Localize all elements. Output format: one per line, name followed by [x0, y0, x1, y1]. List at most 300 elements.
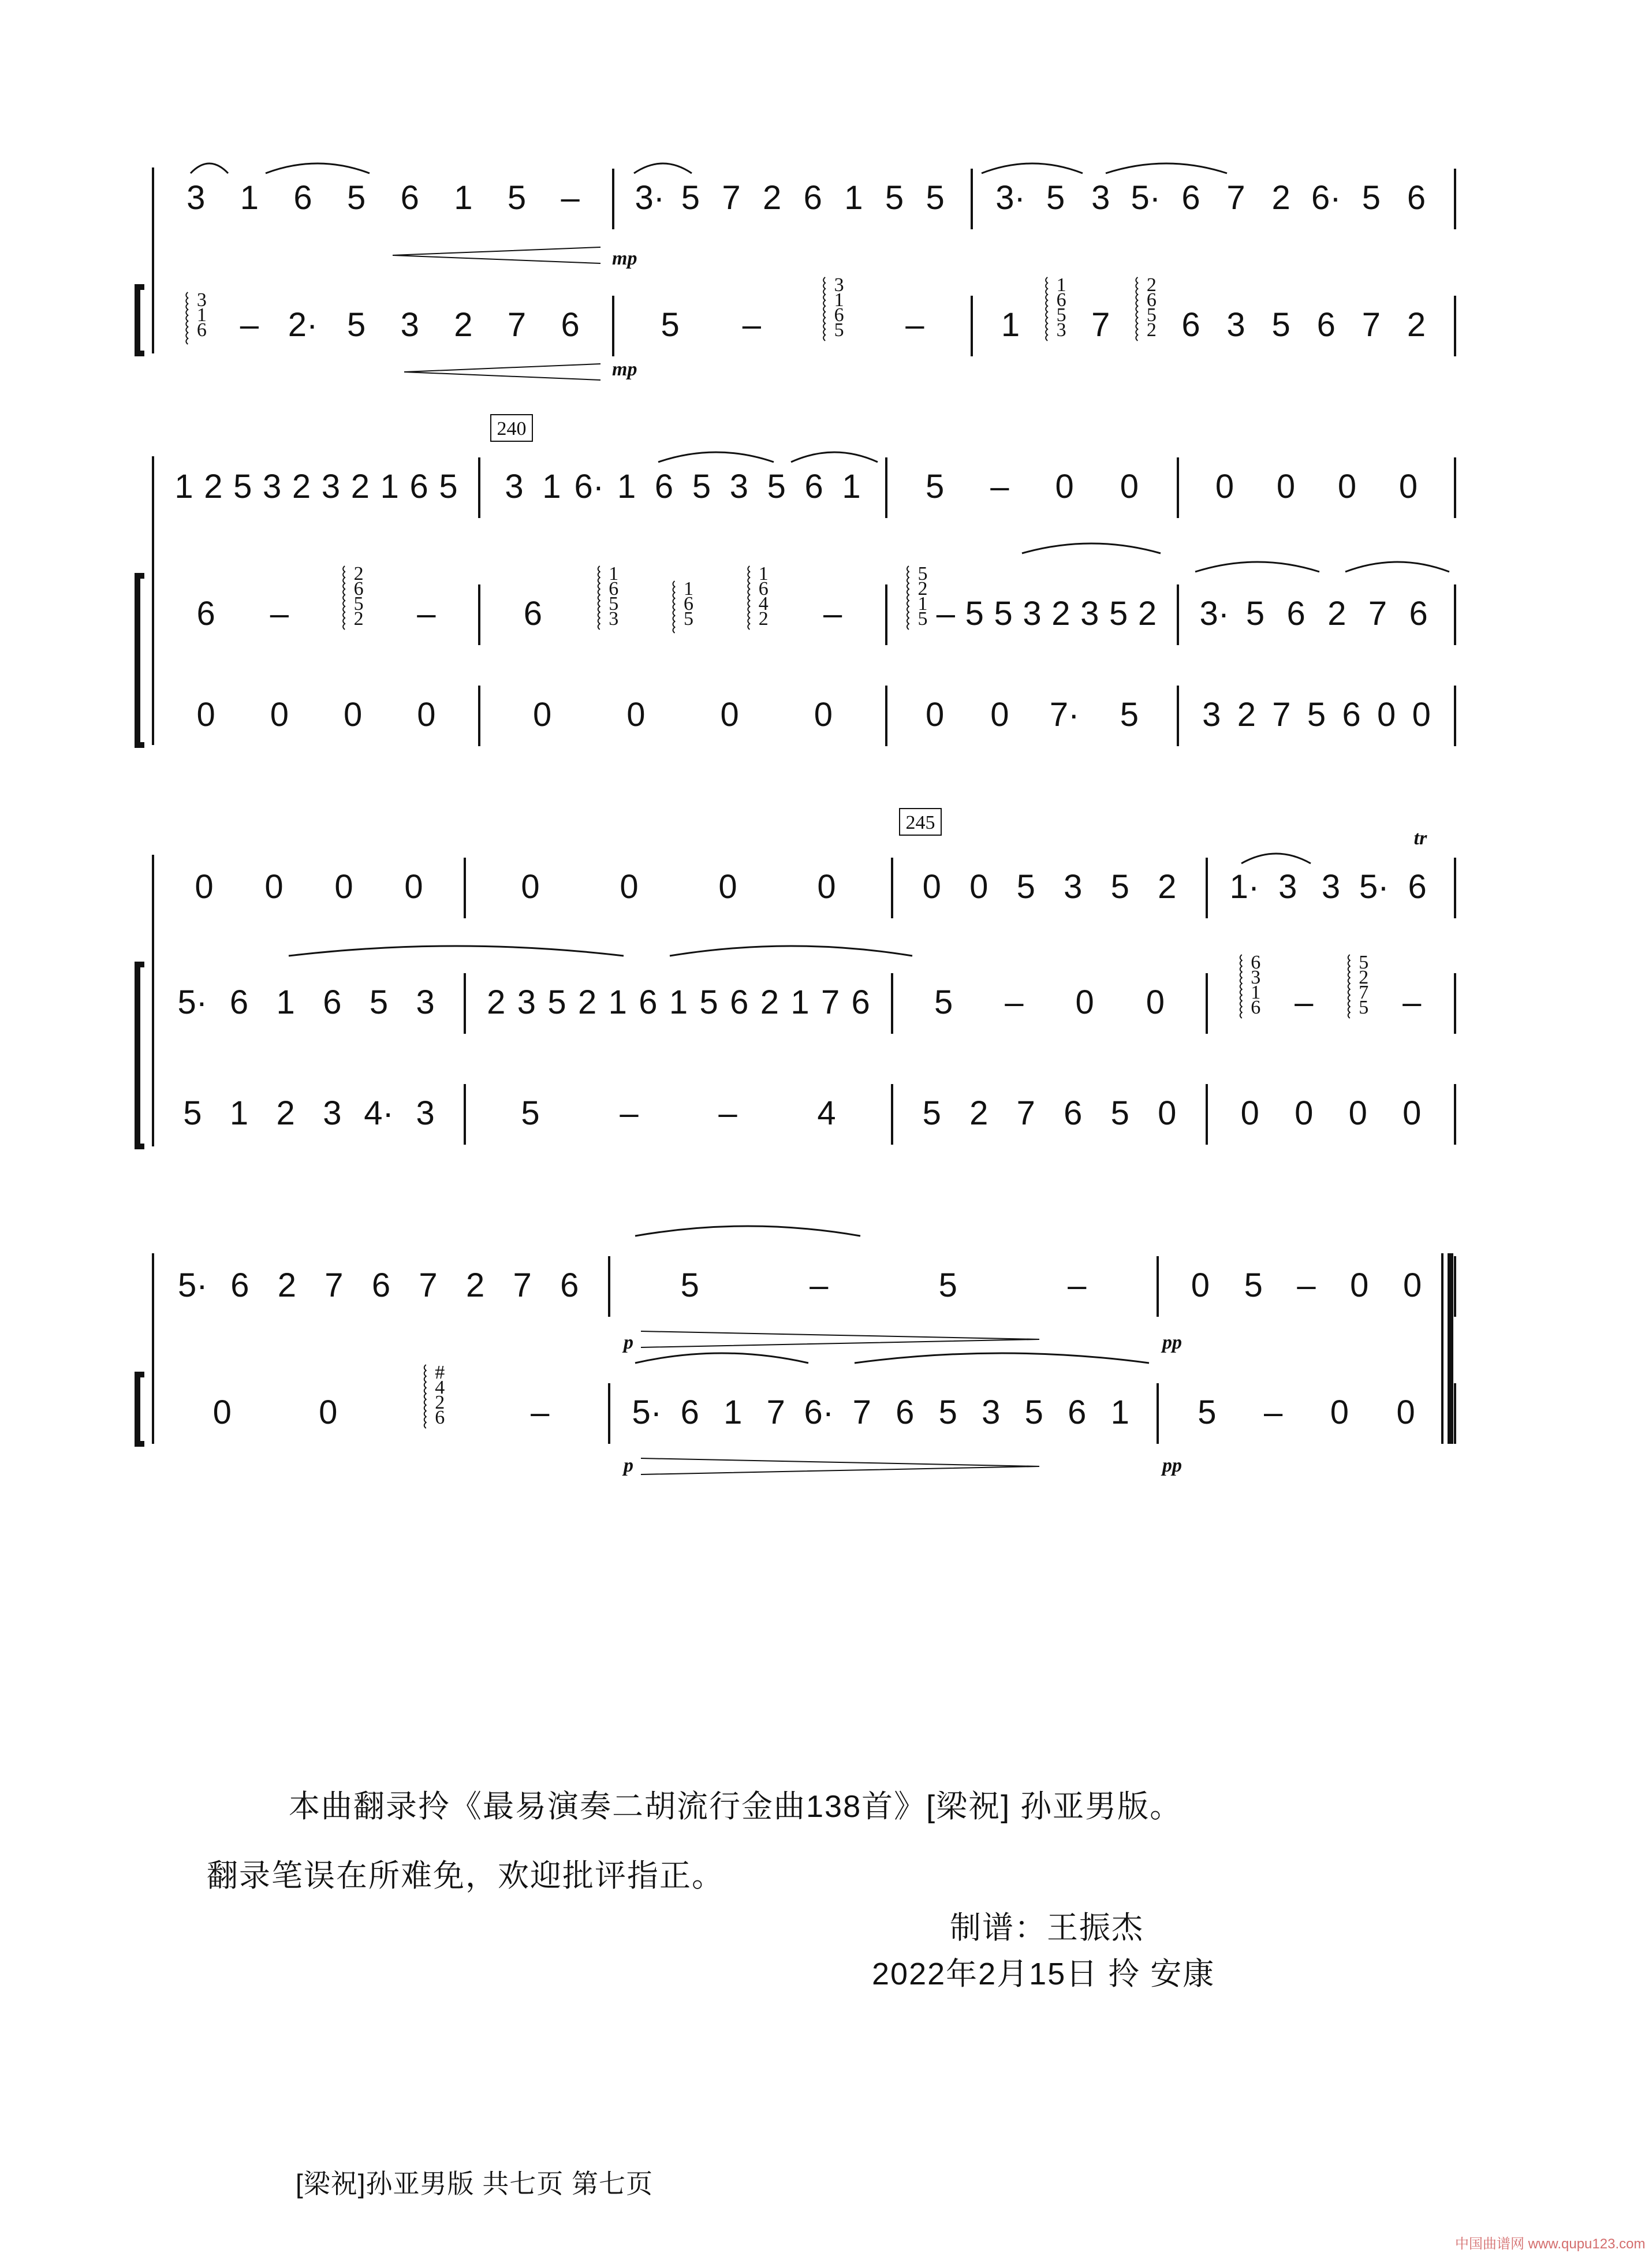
note: 0 [196, 696, 215, 733]
slur [982, 163, 1083, 173]
note: 0 [1276, 468, 1296, 505]
note: – [718, 1094, 737, 1132]
note: 0 [319, 1394, 338, 1431]
note: 5 [934, 984, 953, 1021]
note: 0 [1295, 1094, 1314, 1132]
note: 1 [174, 468, 193, 505]
note: 5 [681, 179, 700, 217]
slur [1022, 543, 1161, 553]
note: 6 [561, 306, 580, 344]
source-note-line-1: 本曲翻录拎《最易演奏二胡流行金曲138首》[梁祝] 孙亚男版。 [289, 1789, 1183, 1824]
note: 3 [1278, 868, 1297, 906]
note: 5 [347, 179, 366, 217]
note: 5 [507, 179, 527, 217]
note: 0 [264, 868, 284, 906]
note: 6 [229, 984, 249, 1021]
note: 7 [766, 1394, 785, 1431]
note: 5 [1110, 868, 1129, 906]
note: 6 [560, 1267, 579, 1304]
note: 5 [183, 1094, 202, 1132]
chord-note: 6 [196, 319, 207, 341]
chord-note: 1 [917, 593, 928, 615]
note: 2 [465, 1267, 485, 1304]
note: 6 [1342, 696, 1361, 733]
note: – [270, 595, 289, 632]
chord-note: 7 [1359, 982, 1369, 1003]
chord-note: 2 [353, 563, 364, 584]
chord-note: # [435, 1362, 445, 1383]
note: 1 [380, 468, 399, 505]
note: 1 [229, 1094, 249, 1132]
note: 6 [639, 984, 658, 1021]
note: 5 [922, 1094, 941, 1132]
dynamic-mp: mp [612, 248, 637, 269]
note: 2 [1051, 595, 1070, 632]
chord-note: 3 [834, 274, 844, 296]
slur [1345, 562, 1449, 572]
note: 6 [896, 1394, 915, 1431]
note: 2 [760, 984, 779, 1021]
note: 2 [487, 984, 506, 1021]
crescendo-hairpin [404, 364, 600, 380]
note: 5 [233, 468, 252, 505]
slur [855, 1353, 1149, 1363]
chord-note: 2 [917, 578, 928, 599]
note: 2 [454, 306, 473, 344]
note: 7· [1049, 696, 1080, 733]
chord-note: 5 [1359, 952, 1369, 973]
note: 5 [965, 595, 984, 632]
crescendo-hairpin [393, 247, 600, 263]
note: 6· [1311, 179, 1341, 217]
note: 3 [1080, 595, 1099, 632]
slur [634, 163, 692, 173]
note: 6 [1286, 595, 1305, 632]
chord-note: 5 [917, 563, 928, 584]
note: 3 [1091, 179, 1110, 217]
chord-note: 5 [1359, 997, 1369, 1018]
note: 2 [1327, 595, 1346, 632]
chord-note: 1 [196, 304, 207, 326]
note: 5· [632, 1394, 662, 1431]
note: 0 [521, 868, 540, 906]
note: 5 [1271, 306, 1290, 344]
note: 6 [730, 984, 749, 1021]
slur [289, 946, 624, 956]
note: 6 [230, 1267, 249, 1304]
note: 6 [1068, 1394, 1087, 1431]
slur [635, 1226, 860, 1236]
chord-note: 2 [1359, 967, 1369, 988]
chord-note: 6 [1146, 289, 1157, 311]
note: 0 [620, 868, 639, 906]
note: 6 [523, 595, 543, 632]
note: 0 [1191, 1267, 1210, 1304]
note: 6· [574, 468, 605, 505]
slur [791, 452, 878, 462]
diminuendo-hairpin [641, 1458, 1039, 1474]
note: 1 [790, 984, 810, 1021]
note: 6 [323, 984, 342, 1021]
note: 0 [212, 1394, 232, 1431]
note: 5 [1361, 179, 1381, 217]
note: 5 [369, 984, 389, 1021]
slur [1195, 562, 1319, 572]
arpeggio-mark [748, 566, 749, 630]
note: 5 [1120, 696, 1139, 733]
note: 5 [767, 468, 786, 505]
diminuendo-hairpin [641, 1331, 1039, 1347]
chord-note: 1 [834, 289, 844, 311]
note: 2 [1237, 696, 1256, 733]
note: 0 [532, 696, 552, 733]
chord-note: 6 [834, 304, 844, 326]
note: 2 [578, 984, 597, 1021]
note: 5 [1046, 179, 1065, 217]
note: 0 [1215, 468, 1234, 505]
note: 3 [1064, 868, 1083, 906]
note: 5· [1131, 179, 1161, 217]
note: 2 [969, 1094, 989, 1132]
note: 1 [844, 179, 863, 217]
note: 5 [1307, 696, 1326, 733]
chord-note: 4 [435, 1377, 445, 1398]
note: 3· [1199, 595, 1230, 632]
note: 5 [1024, 1394, 1043, 1431]
note: 0 [969, 868, 989, 906]
note: 3 [400, 306, 419, 344]
note: 2· [288, 306, 318, 344]
part-bracket [137, 287, 144, 353]
note: 0 [270, 696, 289, 733]
note: 3 [982, 1394, 1001, 1431]
note: 6 [409, 468, 428, 505]
note: 6 [803, 179, 822, 217]
note: – [905, 306, 924, 344]
note: 0 [1330, 1394, 1349, 1431]
note: 1 [240, 179, 259, 217]
chord-note: 5 [917, 608, 928, 630]
chord-note: 6 [609, 578, 619, 599]
chord-note: 3 [1251, 967, 1261, 988]
note: 5 [1016, 868, 1035, 906]
note: 6· [804, 1394, 834, 1431]
note: 7 [1361, 306, 1381, 344]
chord-note: 5 [1146, 304, 1157, 326]
dynamic-pp: pp [1162, 1332, 1182, 1353]
note: 1· [1229, 868, 1260, 906]
note: 2 [1158, 868, 1177, 906]
note: 7 [820, 984, 840, 1021]
note: 0 [718, 868, 737, 906]
note: 4 [817, 1094, 836, 1132]
chord-note: 6 [1056, 289, 1066, 311]
chord-note: 2 [353, 608, 364, 630]
arpeggio-mark [424, 1365, 426, 1428]
dynamic-p: p [624, 1332, 633, 1353]
note: 5· [1359, 868, 1389, 906]
note: 5 [938, 1267, 957, 1304]
part-bracket [137, 576, 144, 745]
note: 7 [324, 1267, 344, 1304]
dynamic-mp: mp [612, 359, 637, 380]
note: 6 [293, 179, 312, 217]
source-note-line-2: 翻录笔误在所难免，欢迎批评指正。 [207, 1859, 724, 1893]
note: 0 [334, 868, 353, 906]
note: 6 [1181, 179, 1200, 217]
note: 5 [521, 1094, 540, 1132]
note: 0 [1396, 1394, 1415, 1431]
chord-note: 6 [1251, 997, 1261, 1018]
chord-note: 5 [684, 608, 693, 630]
arpeggio-mark [1136, 277, 1137, 341]
note: 1 [617, 468, 636, 505]
note: – [561, 179, 580, 217]
note: 0 [1158, 1094, 1177, 1132]
note: – [823, 595, 842, 632]
note: 3 [517, 984, 536, 1021]
note: – [810, 1267, 829, 1304]
note: 0 [1055, 468, 1074, 505]
note: 2 [204, 468, 223, 505]
chord-note: 1 [609, 563, 619, 584]
note: 7 [852, 1394, 871, 1431]
note: 6 [1408, 868, 1427, 906]
note: 0 [1075, 984, 1094, 1021]
arpeggio-mark [343, 566, 345, 630]
note: 3 [416, 984, 435, 1021]
note: 0 [990, 696, 1009, 733]
note: 0 [1120, 468, 1139, 505]
note: 5 [885, 179, 904, 217]
note: 1 [723, 1394, 743, 1431]
chord-note: 6 [1251, 952, 1261, 973]
note: 5 [994, 595, 1013, 632]
note: 0 [1146, 984, 1165, 1021]
note: 2 [1407, 306, 1426, 344]
note: – [936, 595, 955, 632]
measure-number: 245 [905, 812, 935, 833]
note: 6 [1181, 306, 1200, 344]
transcriber-credit: 制谱：王振杰 [950, 1911, 1144, 1945]
slur [658, 452, 774, 462]
note: 5 [547, 984, 566, 1021]
note: 5 [1109, 595, 1128, 632]
chord-note: 6 [684, 593, 693, 615]
note: 1 [276, 984, 295, 1021]
note: 3 [1321, 868, 1341, 906]
chord-note: 4 [758, 593, 769, 615]
note: 3 [323, 1094, 342, 1132]
slur [670, 946, 912, 956]
note: 0 [626, 696, 646, 733]
note: 6 [654, 468, 674, 505]
note: 2 [350, 468, 370, 505]
slur [1106, 163, 1227, 173]
note: 5 [1110, 1094, 1129, 1132]
chord-note: 1 [1251, 982, 1261, 1003]
slur [191, 163, 228, 173]
note: 2 [763, 179, 782, 217]
note: 3 [1202, 696, 1221, 733]
arpeggio-mark [823, 277, 825, 341]
note: – [742, 306, 762, 344]
note: 1 [842, 468, 861, 505]
note: 6 [1064, 1094, 1083, 1132]
note: 5· [177, 984, 208, 1021]
note: 7 [513, 1267, 532, 1304]
note: 5· [177, 1267, 208, 1304]
note: 0 [1348, 1094, 1367, 1132]
note: 1 [1001, 306, 1020, 344]
note: 4· [364, 1094, 394, 1132]
note: – [531, 1394, 550, 1431]
note: 5 [439, 468, 458, 505]
page-footer: [梁祝]孙亚男版 共七页 第七页 [296, 2169, 654, 2199]
chord-note: 3 [609, 608, 619, 630]
note: 3 [1226, 306, 1245, 344]
note: 2 [292, 468, 311, 505]
arpeggio-mark [598, 566, 600, 630]
note: 6 [851, 984, 870, 1021]
note: 5 [938, 1394, 957, 1431]
note: 0 [404, 868, 423, 906]
chord-note: 1 [758, 563, 769, 584]
note: 5 [926, 179, 945, 217]
note: 0 [343, 696, 363, 733]
note: – [240, 306, 259, 344]
note: 5 [699, 984, 718, 1021]
note: 7 [1226, 179, 1245, 217]
note: 2 [1271, 179, 1290, 217]
note: 5 [1198, 1394, 1217, 1431]
note: 3 [1023, 595, 1042, 632]
part-bracket [137, 1375, 144, 1444]
arpeggio-mark [1348, 955, 1350, 1018]
note: 2 [277, 1267, 297, 1304]
measure-number: 240 [497, 418, 527, 440]
chord-note: 2 [1146, 319, 1157, 341]
note: 6 [400, 179, 419, 217]
note: 2 [276, 1094, 295, 1132]
chord-note: 1 [1056, 274, 1066, 296]
note: 3 [505, 468, 524, 505]
note: 5 [692, 468, 711, 505]
note: 6 [680, 1394, 699, 1431]
note: 0 [922, 868, 941, 906]
note: – [620, 1094, 639, 1132]
note: 3 [321, 468, 341, 505]
chord-note: 6 [758, 578, 769, 599]
note: 7 [1016, 1094, 1035, 1132]
chord-note: 5 [609, 593, 619, 615]
slur [266, 163, 370, 173]
note: 1 [542, 468, 561, 505]
note: 6 [1407, 179, 1426, 217]
note: – [1005, 984, 1024, 1021]
note: 0 [195, 868, 214, 906]
note: 0 [1240, 1094, 1259, 1132]
note: 6 [1409, 595, 1428, 632]
arpeggio-mark [673, 581, 675, 633]
chord-note: 5 [1056, 304, 1066, 326]
chord-note: 6 [353, 578, 364, 599]
note: 3 [263, 468, 282, 505]
note: 7 [722, 179, 741, 217]
note: 3 [186, 179, 206, 217]
note: 1 [454, 179, 473, 217]
note: 7 [1091, 306, 1110, 344]
note: 0 [720, 696, 739, 733]
note: 0 [1377, 696, 1396, 733]
note: 7 [1272, 696, 1291, 733]
dynamic-pp: pp [1162, 1455, 1182, 1476]
note: – [1402, 984, 1422, 1021]
note: – [1295, 984, 1314, 1021]
note: 0 [925, 696, 945, 733]
note: – [990, 468, 1009, 505]
chord-note: 5 [834, 319, 844, 341]
note: 5 [1244, 1267, 1263, 1304]
note: 5 [925, 468, 945, 505]
note: 3 [729, 468, 748, 505]
note: 5 [680, 1267, 699, 1304]
note: 6 [1316, 306, 1336, 344]
note: – [417, 595, 436, 632]
slur [1241, 854, 1311, 863]
note: 6 [371, 1267, 391, 1304]
note: – [1297, 1267, 1316, 1304]
note: 0 [1402, 1267, 1422, 1304]
note: 5 [1245, 595, 1265, 632]
note: 0 [817, 868, 836, 906]
note: – [1263, 1394, 1283, 1431]
note: 7 [419, 1267, 438, 1304]
note: 2 [1137, 595, 1157, 632]
chord-note: 1 [684, 578, 693, 599]
note: 0 [1402, 1094, 1422, 1132]
note: 0 [1350, 1267, 1369, 1304]
chord-note: 5 [353, 593, 364, 615]
note: 5 [347, 306, 366, 344]
site-watermark: 中国曲谱网 www.qupu123.com [1455, 2236, 1645, 2252]
transcription-date: 2022年2月15日 拎 安康 [872, 1957, 1215, 1991]
note: 7 [507, 306, 527, 344]
note: 1 [1110, 1394, 1129, 1431]
chord-note: 2 [435, 1392, 445, 1413]
note: 0 [1337, 468, 1357, 505]
arpeggio-mark [1046, 277, 1047, 341]
chord-note: 2 [758, 608, 769, 630]
arpeggio-mark [1240, 955, 1242, 1018]
note: 6 [804, 468, 823, 505]
note: 0 [417, 696, 436, 733]
note: 5 [661, 306, 680, 344]
note: 6 [196, 595, 215, 632]
chord-note: 3 [196, 289, 207, 311]
note: 0 [1412, 696, 1431, 733]
note: 3· [995, 179, 1025, 217]
trill-mark: tr [1413, 828, 1427, 849]
note: 1 [669, 984, 688, 1021]
note: 1 [608, 984, 627, 1021]
chord-note: 2 [1146, 274, 1157, 296]
note: 0 [1398, 468, 1418, 505]
note: 3 [416, 1094, 435, 1132]
note: 7 [1368, 595, 1387, 632]
note: 0 [814, 696, 833, 733]
chord-note: 3 [1056, 319, 1066, 341]
